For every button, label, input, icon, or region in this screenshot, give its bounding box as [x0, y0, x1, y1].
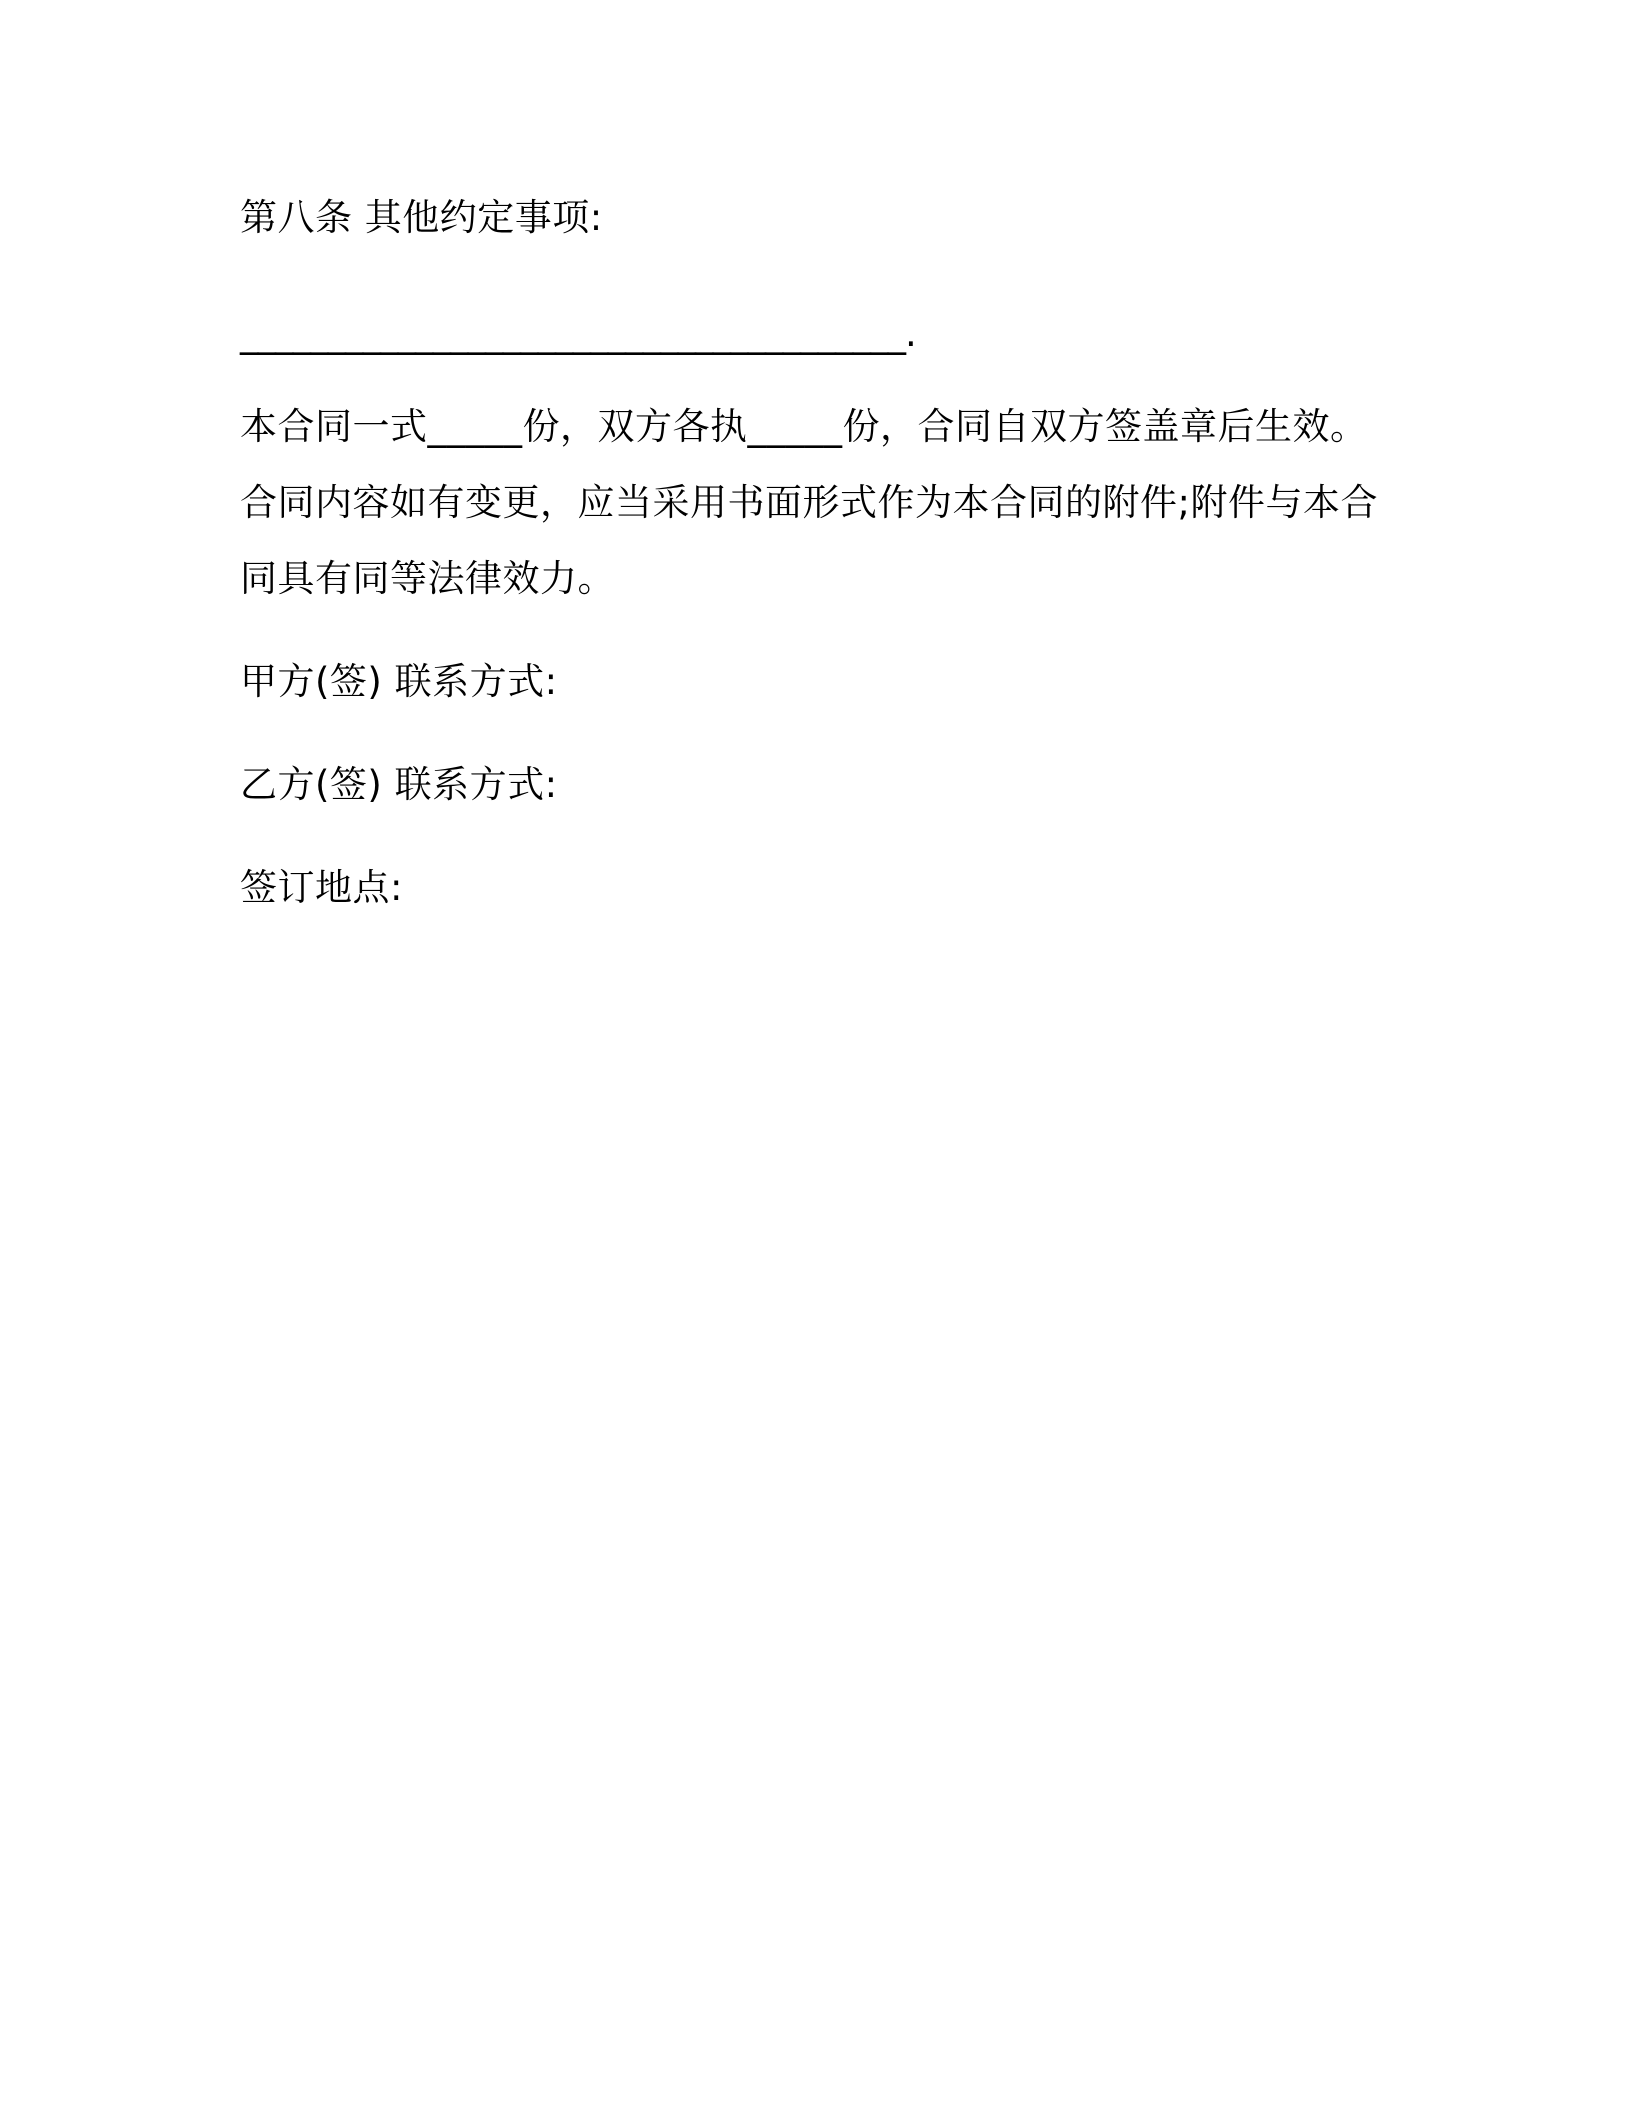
paragraph-line-1: 本合同一式_____份，双方各执_____份，合同自双方签盖章后生效。 [240, 405, 1368, 448]
party-a-signature-line: 甲方(签) 联系方式: [240, 660, 558, 703]
paragraph-line-2: 合同内容如有变更，应当采用书面形式作为本合同的附件;附件与本合 [240, 481, 1378, 524]
signing-place-line: 签订地点: [240, 866, 403, 909]
blank-fill-line: ______________________________________. [240, 312, 916, 355]
party-b-signature-line: 乙方(签) 联系方式: [240, 763, 558, 806]
paragraph-line-3: 同具有同等法律效力。 [240, 557, 615, 600]
article-heading: 第八条 其他约定事项: [240, 196, 603, 239]
